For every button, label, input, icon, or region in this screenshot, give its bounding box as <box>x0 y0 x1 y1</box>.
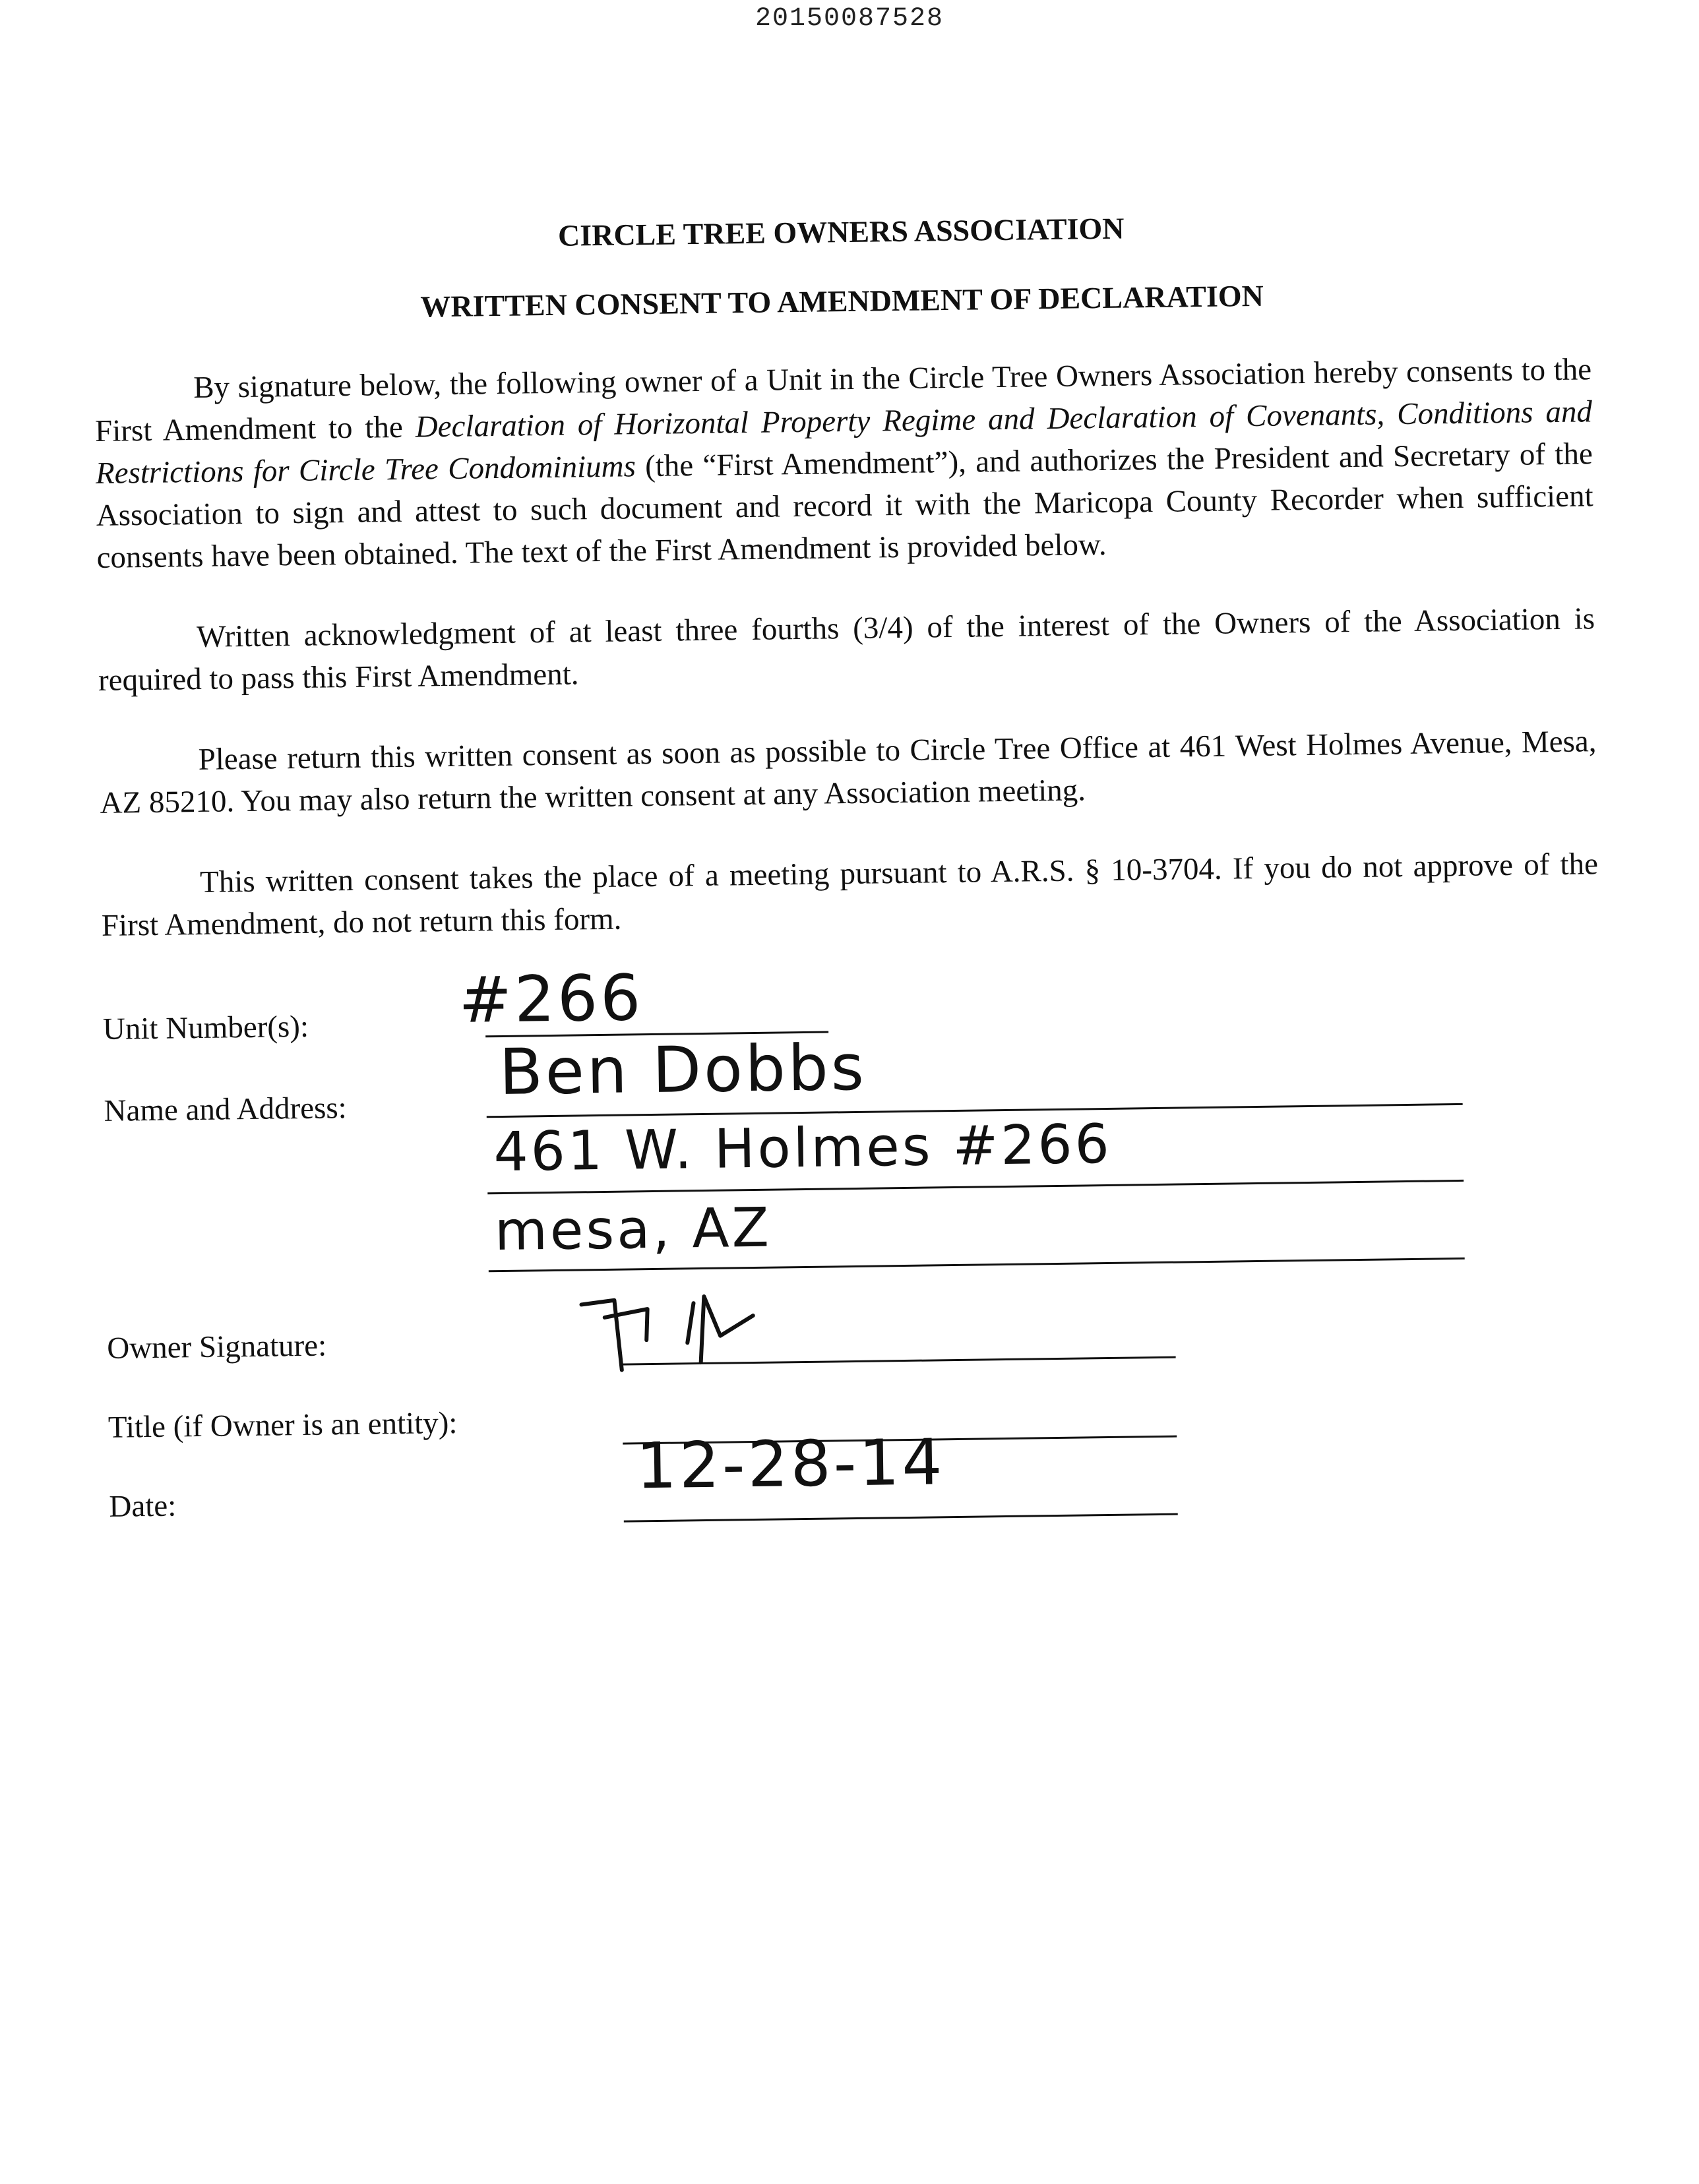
owner-signature-label: Owner Signature: <box>106 1328 327 1366</box>
date-line <box>624 1513 1178 1523</box>
date-value[interactable]: 12-28-14 <box>635 1425 946 1503</box>
owner-address-line-1[interactable]: 461 W. Holmes #266 <box>493 1112 1113 1184</box>
owner-form <box>102 955 1607 1568</box>
name-address-label: Name and Address: <box>104 1091 348 1128</box>
paragraph-return-instructions: Please return this written consent as soon as possible to Circle Tree Office at 461 West Holmes Avenue, Mesa, AZ 85210. You may also return the written consent at any Association meeting. <box>100 724 1597 820</box>
paragraph-meeting-notice: This written consent takes the place of a meeting pursuant to A.R.S. § 10-3704. If you do not approve of the First Amendment, do not return this form. <box>101 847 1599 943</box>
paragraph-consent <box>94 348 1594 579</box>
document-body <box>92 204 1607 1568</box>
owner-name-value[interactable]: Ben Dobbs <box>499 1030 867 1110</box>
declaration-title: Declaration of Horizontal Property Regime and Declaration of Covenants, Conditions and Restrictions for Circle Tree Condominiums <box>95 394 1593 491</box>
date-label: Date: <box>109 1488 177 1524</box>
association-title: CIRCLE TREE OWNERS ASSOCIATION <box>557 211 1125 253</box>
paragraph-acknowledgment: Written acknowledgment of at least three fourths (3/4) of the interest of the Owners of the Association is required to pass this First Amendment. <box>98 601 1595 698</box>
owner-address-line-2[interactable]: mesa, AZ <box>494 1196 772 1263</box>
unit-number-value[interactable]: #266 <box>458 961 644 1037</box>
recording-number: 20150087528 <box>755 4 944 34</box>
paragraph-consent-text-a: By signature below, the following owner of a Unit in the Circle Tree Owners Association hereby consents to the First Amendment to the <box>94 352 1592 448</box>
unit-number-label: Unit Number(s): <box>102 1009 309 1046</box>
consent-title: WRITTEN CONSENT TO AMENDMENT OF DECLARATION <box>420 278 1264 324</box>
title-entity-label: Title (if Owner is an entity): <box>108 1405 458 1445</box>
paragraph-consent-text-b: (the “First Amendment”), and authorizes the President and Secretary of the Association to sign and attest to such document and record it with the Maricopa County Recorder when sufficient consents have been obtained. The text of the First Amendment is provided below. <box>96 437 1593 575</box>
